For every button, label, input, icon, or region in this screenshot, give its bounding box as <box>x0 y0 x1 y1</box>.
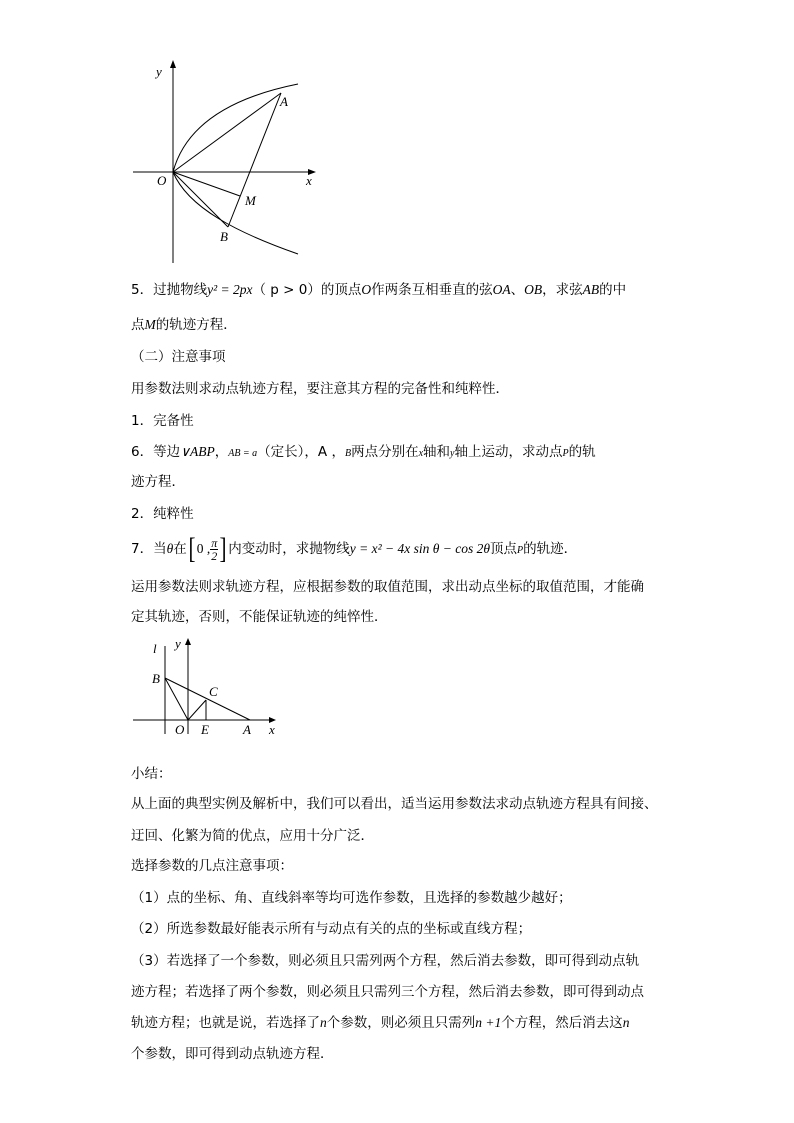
parabola-chords-figure <box>128 58 328 268</box>
summary-item-3-line-3 <box>131 1013 630 1033</box>
chord-oa <box>173 93 281 172</box>
x-var: x <box>418 448 424 459</box>
chord-ob <box>173 172 228 227</box>
n-plus-one: n +1 <box>475 1015 502 1030</box>
y-axis-arrow <box>185 638 191 645</box>
theta-var: θ <box>166 541 174 556</box>
section-2-intro: 用参数法则求动点轨迹方程，要注意其方程的完备性和纯粹性． <box>131 381 509 397</box>
origin-label: O <box>175 722 185 736</box>
point-p: P <box>517 545 524 556</box>
point-m: M <box>144 317 156 332</box>
n-var: n <box>320 1015 327 1030</box>
point-b: B <box>344 448 352 459</box>
summary-item-2: （2）所选参数最好能表示所有与动点有关的点的坐标或直线方程； <box>131 921 532 937</box>
right-bracket: ] <box>219 532 227 565</box>
text: 6．等边 <box>131 444 181 460</box>
problem-6-line-2: 迹方程． <box>131 474 185 490</box>
note-line-2: 定其轨迹，否则，不能保证轨迹的纯悴性． <box>131 609 388 625</box>
point-c-label: C <box>209 684 218 699</box>
point-o: O <box>361 282 372 297</box>
line-l-label: l <box>153 641 157 656</box>
section-2-heading: （二）注意事项 <box>131 349 226 365</box>
x-axis-label: x <box>306 173 312 188</box>
text: ，求弦 <box>542 282 583 298</box>
subsection-1-heading: 1．完备性 <box>131 413 194 429</box>
text: 个参数，则必须且只需列 <box>326 1015 476 1031</box>
problem-7 <box>131 532 578 565</box>
chord-ab-label: AB <box>582 282 600 297</box>
text: 轴上运动，求动点 <box>454 444 563 460</box>
problem-6-line-1 <box>131 442 596 464</box>
point-b-label: B <box>220 229 228 244</box>
summary-intro: 选择参数的几点注意事项： <box>131 858 293 874</box>
text: 内变动时，求抛物线 <box>228 541 350 557</box>
triangle-figure <box>128 636 288 736</box>
summary-item-3-line-4: 个参数，即可得到动点轨迹方程． <box>131 1046 334 1062</box>
chord-ob-label: OB <box>524 282 543 297</box>
text: 的轨迹方程． <box>155 317 237 333</box>
summary-heading: 小结： <box>131 766 172 782</box>
summary-line-1: 从上面的典型实例及解析中，我们可以看出，适当运用参数法求动点轨迹方程具有间接、 <box>131 796 658 812</box>
triangle-abp: ∨ABP <box>180 444 215 459</box>
point-a-label: A <box>243 722 251 736</box>
problem-5-line-1 <box>131 280 626 300</box>
condition: （ p > 0） <box>252 282 321 298</box>
segment-ba <box>165 678 250 720</box>
text: 个方程，然后消去这 <box>501 1015 623 1031</box>
text: 顶点 <box>490 541 517 557</box>
summary-line-2: 迂回、化繁为简的优点，应用十分广泛． <box>131 828 374 844</box>
text: 5．过抛物线 <box>131 282 208 298</box>
left-bracket: [ <box>188 532 196 565</box>
interval-start: 0 , <box>196 541 211 556</box>
text: 的顶点 <box>320 282 362 298</box>
y-axis-label: y <box>175 636 181 651</box>
parabola-equation-7: y = x² − 4x sin θ − cos 2θ <box>349 541 490 556</box>
text: 的轨迹． <box>523 541 578 557</box>
text: 轴和 <box>423 444 451 460</box>
subsection-2-heading: 2．纯粹性 <box>131 506 194 522</box>
text: 7．当 <box>131 541 167 557</box>
point-a-label: A <box>280 94 288 109</box>
text: 在 <box>173 541 187 557</box>
origin-label: O <box>157 173 167 188</box>
parabola-equation: y² = 2px <box>207 282 253 297</box>
fraction-numerator: π <box>211 535 218 550</box>
segment-bo <box>165 678 188 720</box>
summary-item-3-line-2: 迹方程；若选择了两个参数，则必须且只需列三个方程，然后消去参数，即可得到动点 <box>131 984 644 1000</box>
n-var: n <box>622 1015 630 1030</box>
text: 点 <box>131 317 145 333</box>
pi-over-2-fraction <box>210 537 218 562</box>
parabola-curve <box>173 84 298 254</box>
text: ， <box>214 444 229 460</box>
text: （定长），A ， <box>257 444 345 460</box>
x-axis-label: x <box>269 722 275 736</box>
y-axis-arrow <box>170 60 176 68</box>
point-e-label: E <box>201 722 209 736</box>
y-var: y <box>450 448 455 459</box>
point-m-label: M <box>245 193 256 208</box>
y-axis-label: y <box>156 64 162 79</box>
text: 的轨 <box>568 444 596 460</box>
segment-om <box>173 172 240 196</box>
summary-item-3-line-1: （3）若选择了一个参数，则必须且只需列两个方程，然后消去参数，即可得到动点轨 <box>131 953 640 969</box>
text: 轨迹方程；也就是说，若选择了 <box>131 1015 320 1031</box>
text: 作两条互相垂直的弦 <box>371 282 493 298</box>
text: 两点分别在 <box>351 444 419 460</box>
text: 的中 <box>599 282 627 298</box>
side-length-expression: AB = a <box>228 448 258 459</box>
problem-5-line-2 <box>131 315 237 335</box>
chord-oa-label: OA <box>492 282 511 297</box>
note-line-1: 运用参数法则求轨迹方程，应根据参数的取值范围，求出动点坐标的取值范围，才能确 <box>131 579 644 595</box>
summary-item-1: （1）点的坐标、角、直线斜率等均可选作参数，且选择的参数越少越好； <box>131 890 572 906</box>
point-p: P <box>562 448 569 459</box>
segment-oc <box>188 700 206 720</box>
text: 、 <box>510 282 525 298</box>
fraction-denominator: 2 <box>211 548 218 563</box>
point-b-label: B <box>152 671 160 686</box>
